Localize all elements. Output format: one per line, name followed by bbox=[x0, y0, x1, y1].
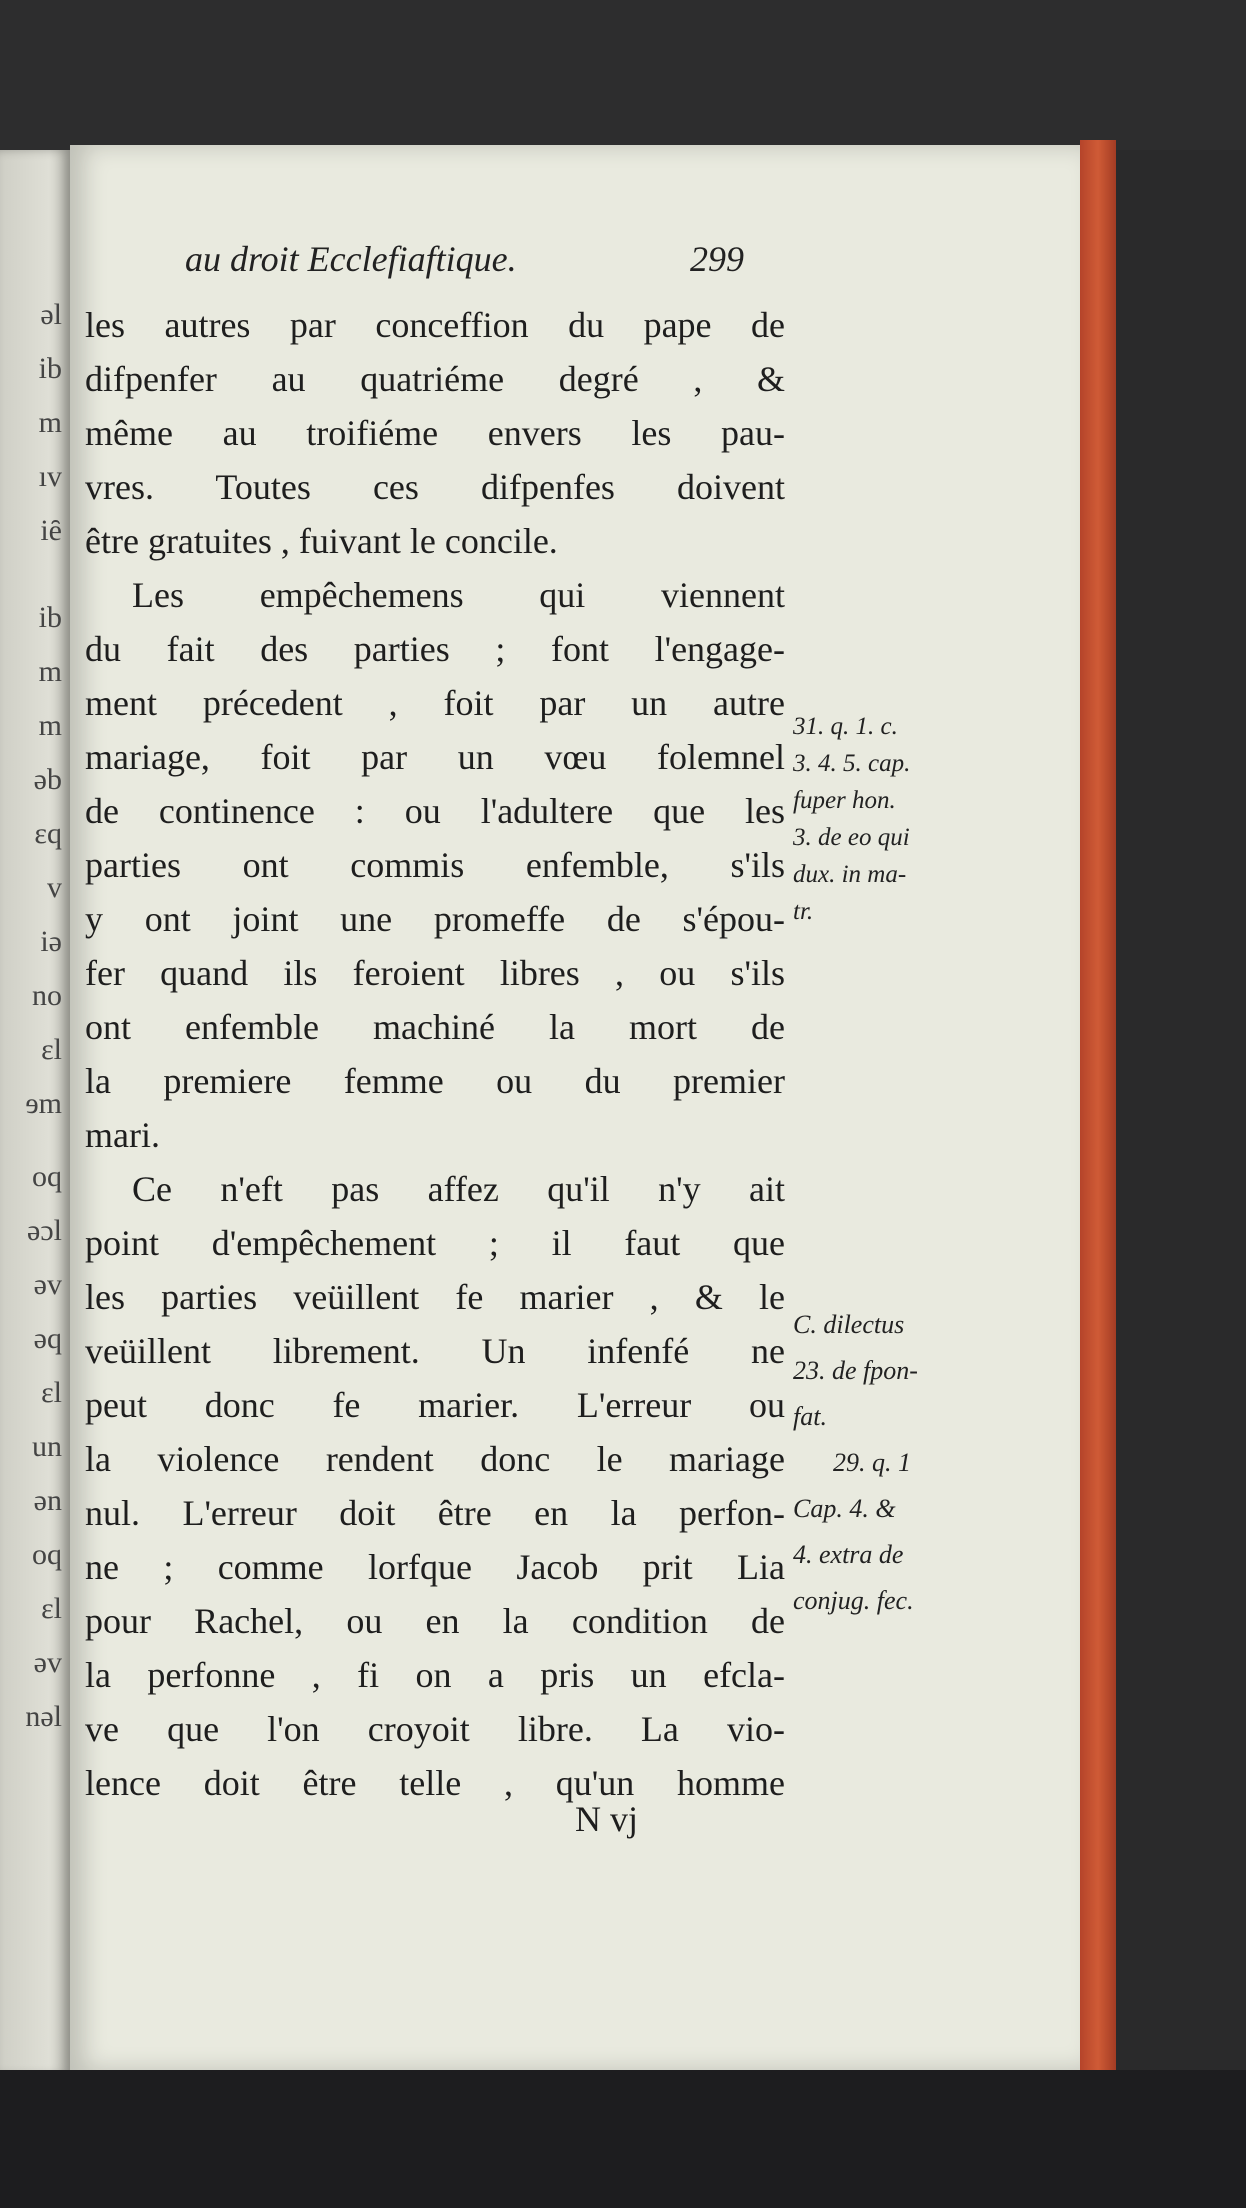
backdrop-bottom bbox=[0, 2070, 1246, 2208]
body-line: y ont joint une promeffe de s'épou- bbox=[85, 899, 785, 939]
running-head-title: au droit Ecclefiaftique. bbox=[185, 239, 517, 279]
margin-note-line: conjug. fec. bbox=[793, 1586, 914, 1615]
previous-page-edge bbox=[0, 150, 70, 2075]
margin-note-line: 3. 4. 5. cap. bbox=[793, 750, 911, 777]
prev-page-fragment: εl bbox=[41, 1592, 62, 1625]
prev-page-fragment: un bbox=[32, 1430, 62, 1463]
body-text bbox=[85, 298, 785, 1810]
body-line: de continence : ou l'adultere que les bbox=[85, 791, 785, 831]
body-line: Ce n'eft pas affez qu'il n'y ait bbox=[132, 1169, 785, 1209]
prev-page-fragment: əv bbox=[33, 1646, 62, 1679]
margin-note-line: dux. in ma- bbox=[793, 861, 907, 888]
body-line: ment précedent , foit par un autre bbox=[85, 683, 785, 723]
prev-page-fragment: əɔl bbox=[27, 1214, 62, 1247]
prev-page-fragment: no bbox=[32, 979, 62, 1012]
margin-note-line: tr. bbox=[793, 898, 814, 925]
body-line: les autres par conceffion du pape de bbox=[85, 305, 785, 345]
margin-note-line: 4. extra de bbox=[793, 1540, 904, 1569]
margin-note-line: fat. bbox=[793, 1402, 827, 1431]
margin-note-line: fuper hon. bbox=[793, 787, 896, 814]
prev-page-fragment: ib bbox=[38, 601, 62, 634]
backdrop-top bbox=[0, 0, 1246, 150]
margin-note-line: 29. q. 1 bbox=[833, 1448, 911, 1477]
prev-page-fragment: εq bbox=[34, 817, 62, 850]
body-line: point d'empêchement ; il faut que bbox=[85, 1223, 785, 1263]
prev-page-fragment: nəl bbox=[25, 1700, 62, 1733]
body-line: peut donc fe marier. L'erreur ou bbox=[85, 1385, 785, 1425]
margin-note-citation-2 bbox=[793, 1302, 983, 1624]
prev-page-fragment: m bbox=[38, 655, 62, 688]
prev-page-fragment: ib bbox=[38, 352, 62, 385]
prev-page-fragment: ɘm bbox=[25, 1087, 62, 1120]
body-line: fer quand ils feroient libres , ou s'ils bbox=[85, 953, 785, 993]
margin-note-line: C. dilectus bbox=[793, 1310, 905, 1339]
body-line: lence doit être telle , qu'un homme bbox=[85, 1763, 785, 1803]
body-line: être gratuites , fuivant le concile. bbox=[85, 521, 558, 561]
margin-note-line: 3. de eo qui bbox=[793, 824, 910, 851]
body-line: nul. L'erreur doit être en la perfon- bbox=[85, 1493, 785, 1533]
body-line: mari. bbox=[85, 1115, 160, 1155]
body-line: pour Rachel, ou en la condition de bbox=[85, 1601, 785, 1641]
body-line: mariage, foit par un vœu folemnel bbox=[85, 737, 785, 777]
signature-mark: N vj bbox=[575, 1799, 638, 1839]
prev-page-fragment: εl bbox=[41, 1033, 62, 1066]
prev-page-fragment: εl bbox=[41, 1376, 62, 1409]
body-line: les parties veüillent fe marier , & le bbox=[85, 1277, 785, 1317]
prev-page-fragment: v bbox=[47, 871, 62, 904]
margin-note-line: 23. de fpon- bbox=[793, 1356, 918, 1385]
body-line: veüillent librement. Un infenfé ne bbox=[85, 1331, 785, 1371]
body-line: parties ont commis enfemble, s'ils bbox=[85, 845, 785, 885]
margin-note-citation-1 bbox=[793, 708, 983, 930]
running-header bbox=[185, 238, 785, 294]
prev-page-fragment: əl bbox=[40, 298, 62, 331]
body-line: vres. Toutes ces difpenfes doivent bbox=[85, 467, 785, 507]
prev-page-fragment: m bbox=[38, 406, 62, 439]
prev-page-fragment: ən bbox=[33, 1484, 62, 1517]
body-line: du fait des parties ; font l'engage- bbox=[85, 629, 785, 669]
margin-note-line: Cap. 4. & bbox=[793, 1494, 896, 1523]
prev-page-fragment: iȇ bbox=[40, 514, 62, 547]
body-line: la perfonne , fi on a pris un efcla- bbox=[85, 1655, 785, 1695]
page-edge-red bbox=[1080, 140, 1116, 2075]
prev-page-fragment: oq bbox=[32, 1160, 62, 1193]
prev-page-fragment: iǝ bbox=[40, 925, 62, 958]
body-line: ve que l'on croyoit libre. La vio- bbox=[85, 1709, 785, 1749]
body-line: la premiere femme ou du premier bbox=[85, 1061, 785, 1101]
prev-page-fragment: m bbox=[38, 709, 62, 742]
prev-page-fragment: ıv bbox=[38, 460, 62, 493]
margin-note-line: 31. q. 1. c. bbox=[793, 713, 898, 740]
body-line: même au troifiéme envers les pau- bbox=[85, 413, 785, 453]
prev-page-fragment: ǝq bbox=[33, 1322, 62, 1355]
body-line: difpenfer au quatriéme degré , & bbox=[85, 359, 785, 399]
prev-page-fragment: əb bbox=[33, 763, 62, 796]
body-line: ne ; comme lorfque Jacob prit Lia bbox=[85, 1547, 785, 1587]
body-line: Les empêchemens qui viennent bbox=[132, 575, 785, 615]
page-number: 299 bbox=[690, 239, 744, 279]
prev-page-fragment: oq bbox=[32, 1538, 62, 1571]
body-line: ont enfemble machiné la mort de bbox=[85, 1007, 785, 1047]
prev-page-fragment: əv bbox=[33, 1268, 62, 1301]
body-line: la violence rendent donc le mariage bbox=[85, 1439, 785, 1479]
